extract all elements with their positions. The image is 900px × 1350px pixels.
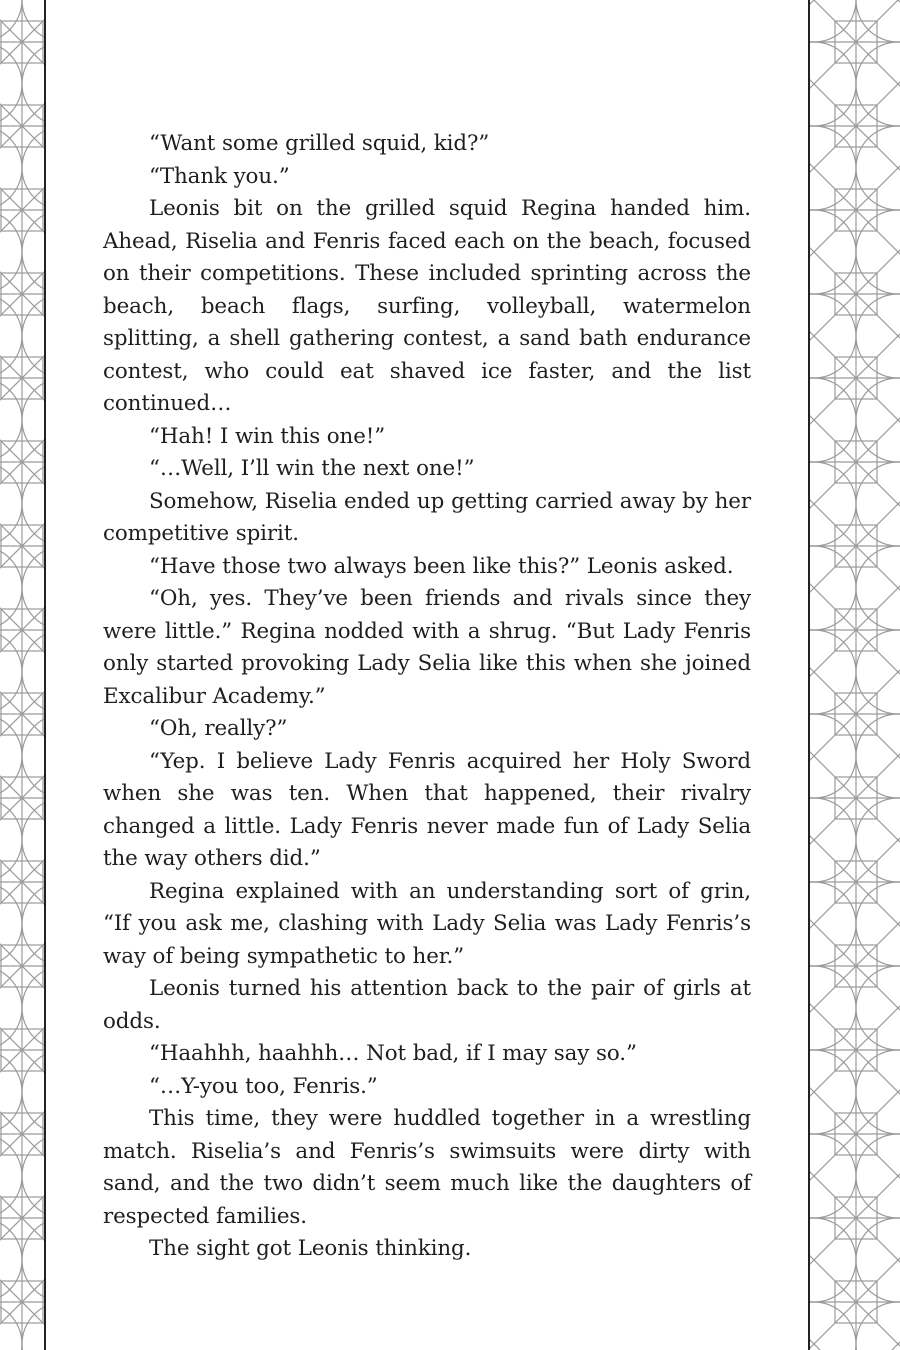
paragraph: Somehow, Riselia ended up getting carried away by her competitive spirit. bbox=[103, 488, 751, 546]
left-border-pattern bbox=[0, 0, 44, 1350]
right-frame-line bbox=[808, 0, 810, 1350]
paragraph: Leonis bit on the grilled squid Regina handed him. Ahead, Riselia and Fenris faced each on the beach, focused on their competitions. These included sprinting across the beach, beach flags, surfing, volleyball, watermelon splitting, a shell gathering contest, a sand bath endurance contest, who could eat shaved ice faster, and the list continued… bbox=[103, 196, 751, 416]
paragraph: The sight got Leonis thinking. bbox=[149, 1236, 472, 1261]
paragraph: “…Well, I’ll win the next one!” bbox=[149, 456, 475, 481]
page-text-body bbox=[103, 128, 751, 1266]
left-frame-line bbox=[44, 0, 46, 1350]
paragraph: “Haahhh, haahhh… Not bad, if I may say so.” bbox=[149, 1041, 637, 1066]
paragraph: This time, they were huddled together in a wrestling match. Riselia’s and Fenris’s swimsuits were dirty with sand, and the two didn’t seem much like the daughters of respected families. bbox=[103, 1106, 751, 1229]
paragraph: “Want some grilled squid, kid?” bbox=[149, 131, 490, 156]
left-lattice-svg bbox=[0, 0, 44, 1350]
right-lattice-svg bbox=[810, 0, 900, 1350]
paragraph: “Have those two always been like this?” Leonis asked. bbox=[149, 553, 734, 579]
paragraph: “Hah! I win this one!” bbox=[149, 423, 386, 449]
right-border-pattern bbox=[810, 0, 900, 1350]
paragraph: “…Y-you too, Fenris.” bbox=[149, 1073, 378, 1099]
paragraph: “Thank you.” bbox=[149, 163, 290, 189]
paragraph: Leonis turned his attention back to the pair of girls at odds. bbox=[103, 976, 751, 1034]
paragraph: Regina explained with an understanding sort of grin, “If you ask me, clashing with Lady Selia was Lady Fenris’s way of being sympathetic to her.” bbox=[103, 878, 751, 969]
paragraph: “Oh, yes. They’ve been friends and rivals since they were little.” Regina nodded with a shrug. “But Lady Fenris only started provoking Lady Selia like this when she joined Excalibur Academy.” bbox=[103, 586, 751, 709]
paragraph: “Oh, really?” bbox=[149, 716, 288, 741]
paragraph: “Yep. I believe Lady Fenris acquired her Holy Sword when she was ten. When that happened, their rivalry changed a little. Lady Fenris never made fun of Lady Selia the way others did.” bbox=[103, 748, 751, 871]
